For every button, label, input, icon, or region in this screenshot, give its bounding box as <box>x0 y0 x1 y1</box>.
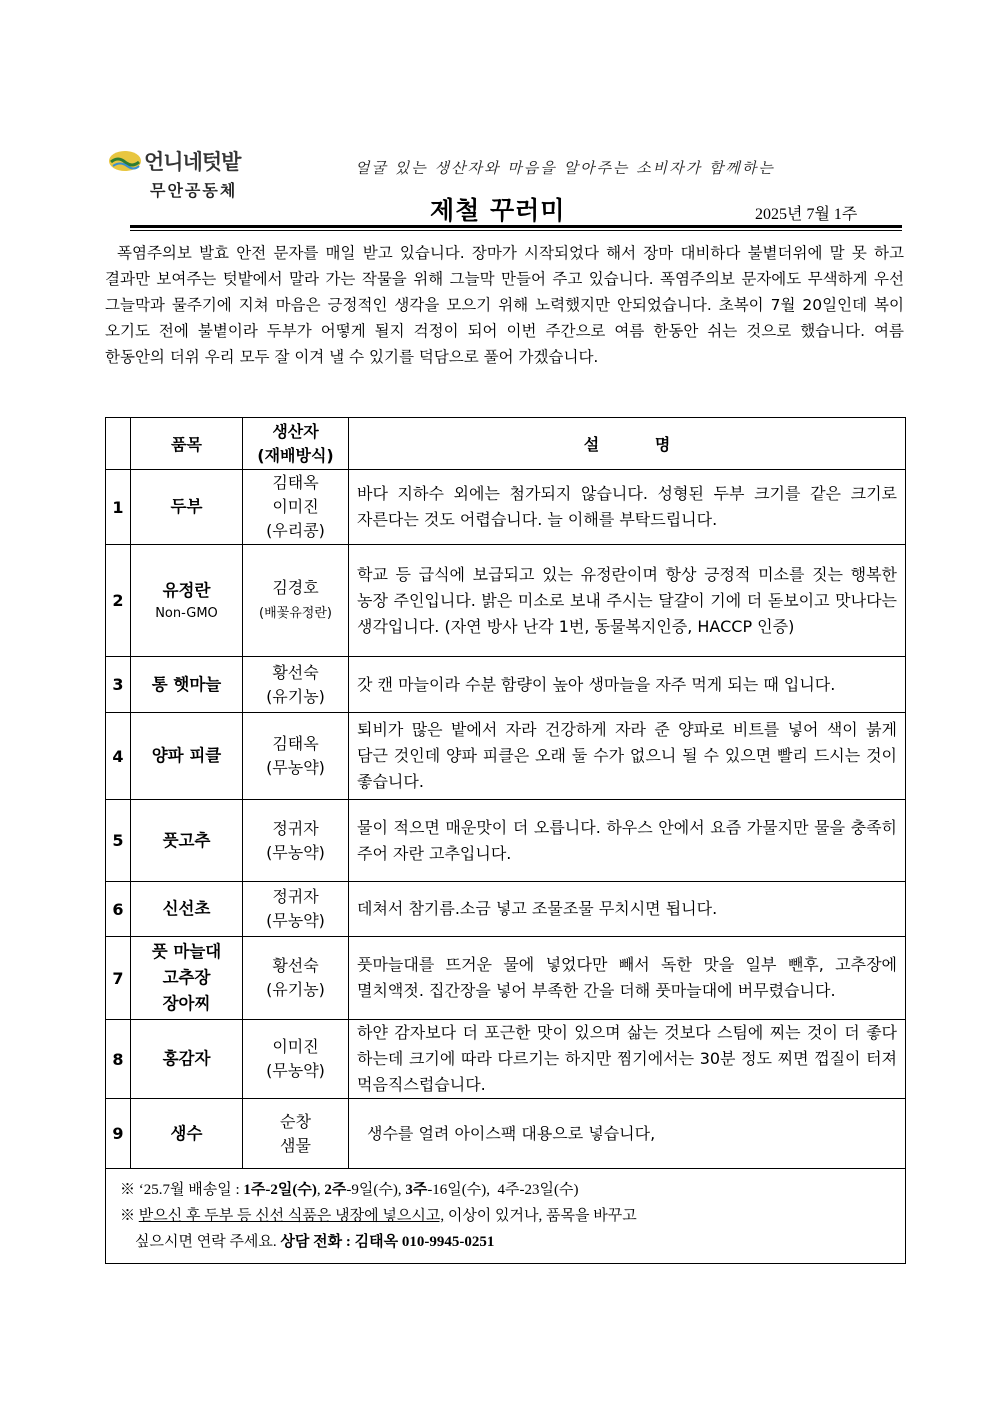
growing-method: (배꽃유정란) <box>259 605 332 621</box>
item-name <box>131 937 243 1020</box>
footer-text: 싶으시면 연락 주세요. <box>120 1234 281 1250</box>
producer <box>243 1099 349 1169</box>
growing-method: (무농약) <box>266 842 325 862</box>
item-description: 데쳐서 참기름.소금 넣고 조물조물 무치시면 됩니다. <box>349 882 906 937</box>
item-description: 퇴비가 많은 밭에서 자라 건강하게 자라 준 양파로 비트를 넣어 색이 붉게 담근 것인데 양파 피클은 오래 둘 수가 없으니 될 수 있으면 빨리 드시는 것이 좋습니다. <box>349 713 906 800</box>
item-name: 양파 피클 <box>131 713 243 800</box>
table-row <box>106 713 906 800</box>
footer-text: ※ ‘25.7월 배송일 : <box>120 1182 244 1198</box>
producer-name: 김태옥 <box>272 473 319 492</box>
table-row <box>106 545 906 657</box>
delivery-date: 4주-23일(수) <box>490 1182 579 1198</box>
header-producer-label: 생산자 <box>272 421 319 441</box>
growing-method: (유기농) <box>266 686 325 706</box>
item-description: 하얀 감자보다 더 포근한 맛이 있으며 삶는 것보다 스팀에 찌는 것이 더 좋다 하는데 크기에 따라 다르기는 하지만 찜기에서는 30분 정도 찌면 껍질이 터져 먹음직스럽습니다. <box>349 1020 906 1099</box>
page-title: 제철 꾸러미 <box>430 196 566 225</box>
growing-method: (무농약) <box>266 911 325 930</box>
table-row <box>106 657 906 713</box>
item-name: 두부 <box>131 470 243 545</box>
header-divider-thin <box>130 230 902 231</box>
table-row <box>106 800 906 882</box>
item-name <box>131 545 243 657</box>
table-row <box>106 470 906 545</box>
table-row <box>106 882 906 937</box>
contact-line <box>120 1229 891 1255</box>
issue-date: 2025년 7월 1주 <box>755 206 858 223</box>
producer-name: 이미진 <box>272 1037 319 1056</box>
storage-warning: 받으신 후 두부 등 신선 식품은 냉장에 넣으시고, <box>138 1208 445 1224</box>
producer-name: 샘물 <box>280 1135 311 1155</box>
row-number: 9 <box>106 1099 131 1169</box>
logo-name: 언니네텃밭 <box>144 150 241 174</box>
header-description: 설 명 <box>349 418 906 470</box>
row-number: 3 <box>106 657 131 713</box>
delivery-date: -16일(수), <box>427 1182 491 1198</box>
item-name: 홍감자 <box>131 1020 243 1099</box>
delivery-schedule <box>120 1177 891 1203</box>
row-number: 6 <box>106 882 131 937</box>
producer-name: 순창 <box>280 1111 311 1131</box>
growing-method: (무농약) <box>266 758 325 777</box>
item-description: 바다 지하수 외에는 첨가되지 않습니다. 성형된 두부 크기를 같은 크기로 자른다는 것도 어렵습니다. 늘 이해를 부탁드립니다. <box>349 470 906 545</box>
footer-text: ※ <box>120 1208 139 1224</box>
table-row <box>106 1099 906 1169</box>
row-number: 8 <box>106 1020 131 1099</box>
footer-text: , <box>316 1182 325 1198</box>
producer <box>243 800 349 882</box>
table-row <box>106 1020 906 1099</box>
row-number: 4 <box>106 713 131 800</box>
slogan: 얼굴 있는 생산자와 마음을 알아주는 소비자가 함께하는 <box>355 159 775 177</box>
item-description: 생수를 얼려 아이스팩 대용으로 넣습니다, <box>349 1099 906 1169</box>
item-description: 학교 등 급식에 보급되고 있는 유정란이며 항상 긍정적 미소를 짓는 행복한 농장 주인입니다. 밝은 미소로 보내 주시는 달걀이 기에 더 돋보이고 맛나다는 생각입니다. (자연 방사 난각 1번, 동물복지인증, HACCP 인증) <box>349 545 906 657</box>
header-divider <box>130 225 902 228</box>
producer <box>243 470 349 545</box>
logo-subtitle: 무안공동체 <box>150 181 238 200</box>
contact-phone: 상담 전화 : 김태옥 010-9945-0251 <box>280 1234 495 1250</box>
header-item: 품목 <box>131 418 243 470</box>
item-name: 생수 <box>131 1099 243 1169</box>
producer <box>243 937 349 1020</box>
growing-method: (무농약) <box>266 1061 325 1080</box>
header-number <box>106 418 131 470</box>
item-description: 풋마늘대를 뜨거운 물에 넣었다만 빼서 독한 맛을 일부 뺀후, 고추장에 멸치액젓. 집간장을 넣어 부족한 간을 더해 풋마늘대에 버무렸습니다. <box>349 937 906 1020</box>
item-name: 풋고추 <box>131 800 243 882</box>
producer <box>243 545 349 657</box>
row-number: 7 <box>106 937 131 1020</box>
item-name: 통 햇마늘 <box>131 657 243 713</box>
producer-name: 김경호 <box>272 577 319 597</box>
producer-name: 황선숙 <box>272 662 319 682</box>
storage-notice <box>120 1203 891 1229</box>
producer <box>243 657 349 713</box>
header-producer <box>243 418 349 470</box>
item-description: 갓 캔 마늘이라 수분 함량이 높아 생마늘을 자주 먹게 되는 때 입니다. <box>349 657 906 713</box>
brand-logo <box>108 146 258 200</box>
item-label: 고추장 <box>162 968 211 987</box>
delivery-week: 3주 <box>405 1182 428 1198</box>
footer-text: 이상이 있거나, 품목을 바꾸고 <box>444 1208 637 1224</box>
producer <box>243 1020 349 1099</box>
intro-paragraph: 폭염주의보 발효 안전 문자를 매일 받고 있습니다. 장마가 시작되었다 해서 장마 대비하다 불볕더위에 말 못 하고 결과만 보여주는 텃밭에서 말라 가는 작물을 위해 그늘막 만들어 주고 있습니다. 폭염주의보 문자에도 무색하게 우선 그늘막과 물주기에 지쳐 마음은 긍정적인 생각을 모으기 위해 노력했지만 안되었습니다. 초복이 7월 20일인데 복이 오기도 전에 불볕이라 두부가 어떻게 될지 걱정이 되어 이번 주간으로 여름 한동안 쉬는 것으로 했습니다. 여름 한동안의 더위 우리 모두 잘 이겨 낼 수 있기를 덕담으로 풀어 가겠습니다. <box>105 244 904 366</box>
item-sublabel: Non-GMO <box>155 605 218 621</box>
growing-method: (우리콩) <box>266 521 325 540</box>
producer-name: 정귀자 <box>272 887 319 906</box>
item-label: 장아찌 <box>162 994 211 1013</box>
delivery-week: 2주 <box>324 1182 347 1198</box>
producer <box>243 882 349 937</box>
producer-name: 정귀자 <box>272 818 319 838</box>
row-number: 1 <box>106 470 131 545</box>
producer <box>243 713 349 800</box>
product-table <box>105 417 906 1264</box>
delivery-notice <box>106 1169 906 1264</box>
table-row <box>106 937 906 1020</box>
sun-wave-logo-icon <box>108 150 142 172</box>
item-label: 유정란 <box>162 580 211 600</box>
row-number: 2 <box>106 545 131 657</box>
producer-name: 이미진 <box>272 497 319 516</box>
delivery-date: 1주-2일(수) <box>243 1182 317 1198</box>
header-method-label: (재배방식) <box>257 445 334 465</box>
producer-name: 김태옥 <box>272 734 319 753</box>
item-name: 신선초 <box>131 882 243 937</box>
item-label: 풋 마늘대 <box>151 942 222 961</box>
item-description: 물이 적으면 매운맛이 더 오릅니다. 하우스 안에서 요즘 가물지만 물을 충족히 주어 자란 고추입니다. <box>349 800 906 882</box>
footer-row <box>106 1169 906 1264</box>
delivery-date: -9일(수), <box>346 1182 406 1198</box>
row-number: 5 <box>106 800 131 882</box>
producer-name: 황선숙 <box>272 956 319 975</box>
table-header-row <box>106 418 906 470</box>
growing-method: (유기농) <box>266 980 325 999</box>
